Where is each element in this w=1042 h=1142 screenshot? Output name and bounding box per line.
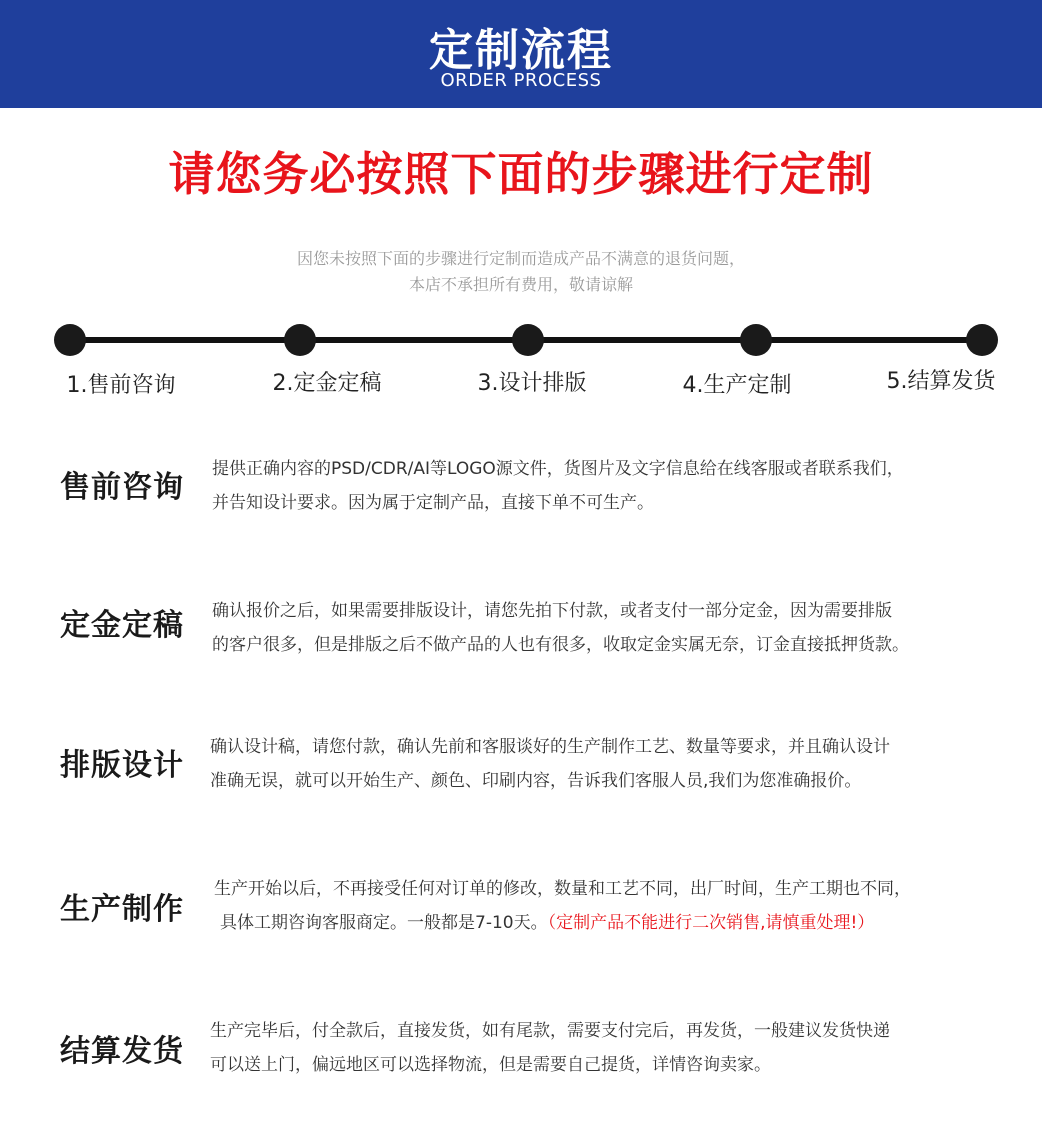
section-body <box>212 452 1012 520</box>
step-label-5: 5.结算发货 <box>886 369 996 394</box>
notice-text <box>0 246 1042 298</box>
section-line: 确认设计稿，请您付款，确认先前和客服谈好的生产制作工艺、数量等要求，并且确认设计 <box>210 737 890 757</box>
section-line: 确认报价之后，如果需要排版设计，请您先拍下付款，或者支付一部分定金，因为需要排版 <box>212 601 892 621</box>
header-title: 定制流程 <box>429 25 613 76</box>
section-line: 生产完毕后，付全款后，直接发货，如有尾款，需要支付完后，再发货，一般建议发货快递 <box>210 1021 890 1041</box>
section-title: 售前咨询 <box>60 470 184 505</box>
step-label-2: 2.定金定稿 <box>272 371 382 396</box>
section-body <box>210 730 1010 798</box>
section-body <box>210 1014 1010 1082</box>
section-title: 生产制作 <box>60 892 184 927</box>
section-line: 提供正确内容的PSD/CDR/AI等LOGO源文件，货图片及文字信息给在线客服或者联系我们， <box>212 459 904 479</box>
section-title: 排版设计 <box>60 748 184 783</box>
step-label-3: 3.设计排版 <box>477 371 587 396</box>
header-subtitle: ORDER PROCESS <box>440 70 602 91</box>
step-label-1: 1.售前咨询 <box>66 373 176 398</box>
notice-line-1: 因您未按照下面的步骤进行定制而造成产品不满意的退货问题， <box>296 249 745 268</box>
section-title: 定金定稿 <box>60 608 184 643</box>
step-label-4: 4.生产定制 <box>682 373 792 398</box>
header-scalloped-edge <box>0 104 1042 112</box>
timeline-dot-5 <box>966 324 998 356</box>
section-line: 具体工期咨询客服商定。一般都是7-10天。 <box>220 913 548 933</box>
section-line: 并告知设计要求。因为属于定制产品，直接下单不可生产。 <box>212 493 654 513</box>
warning-text: （定制产品不能进行二次销售,请慎重处理!） <box>547 913 875 933</box>
section-line-with-warning <box>214 906 1014 940</box>
timeline-dot-1 <box>54 324 86 356</box>
section-line: 准确无误，就可以开始生产、颜色、印刷内容，告诉我们客服人员,我们为您准确报价。 <box>210 771 862 791</box>
timeline-dot-3 <box>512 324 544 356</box>
section-body <box>212 594 1012 662</box>
section-line: 生产开始以后，不再接受任何对订单的修改，数量和工艺不同，出厂时间，生产工期也不同， <box>214 879 911 899</box>
section-title: 结算发货 <box>60 1034 184 1069</box>
timeline-dot-2 <box>284 324 316 356</box>
notice-line-2: 本店不承担所有费用，敬请谅解 <box>408 275 633 294</box>
timeline-dot-4 <box>740 324 772 356</box>
section-line: 的客户很多，但是排版之后不做产品的人也有很多，收取定金实属无奈，订金直接抵押货款。 <box>212 635 909 655</box>
main-title: 请您务必按照下面的步骤进行定制 <box>168 147 874 201</box>
section-body <box>214 872 1014 940</box>
section-line: 可以送上门，偏远地区可以选择物流，但是需要自己提货，详情咨询卖家。 <box>210 1055 771 1075</box>
